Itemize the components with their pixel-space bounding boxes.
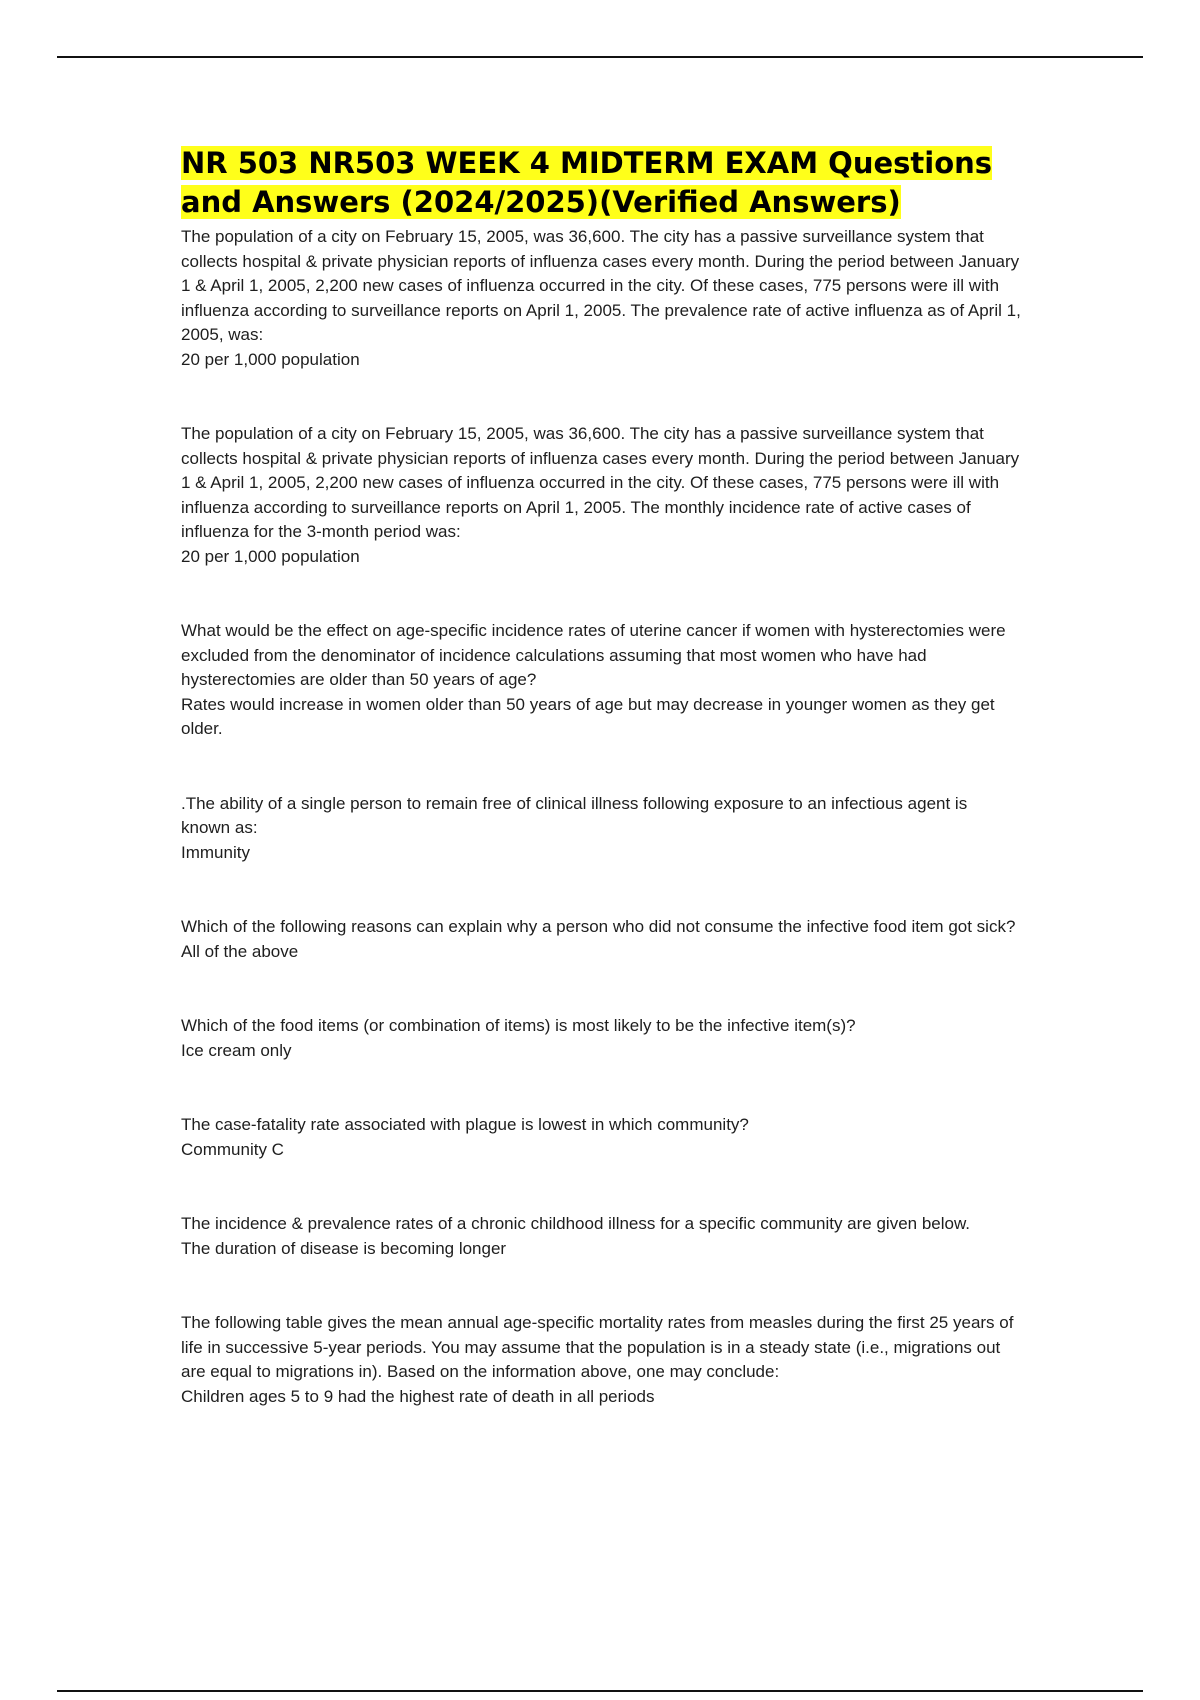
question-text: .The ability of a single person to remain free of clinical illness following exposure to an infectious agent is known as:: [181, 793, 968, 837]
question-text: Which of the following reasons can explain why a person who did not consume the infective food item got sick?: [181, 917, 1016, 936]
question-text: What would be the effect on age-specific incidence rates of uterine cancer if women with hysterectomies were excluded from the denominator of incidence calculations assuming that most women who have had hysterectomies are older than 50 years of age?: [181, 621, 1006, 689]
answer-text: Ice cream only: [181, 1040, 292, 1060]
qa-item: [181, 619, 1021, 742]
top-rule: [57, 56, 1143, 58]
answer-text: All of the above: [181, 941, 299, 961]
document-body: [181, 144, 1021, 1459]
qa-item: [181, 225, 1021, 372]
qa-item: [181, 1113, 1021, 1162]
question-text: The case-fatality rate associated with plague is lowest in which community?: [181, 1115, 749, 1134]
qa-item: [181, 1212, 1021, 1261]
question-text: Which of the food items (or combination of items) is most likely to be the infective item(s)?: [181, 1016, 856, 1035]
answer-text: Community C: [181, 1139, 284, 1159]
question-text: The population of a city on February 15, 2005, was 36,600. The city has a passive surveillance system that collects hospital & private physician reports of influenza cases every month. During the period between January 1 & April 1, 2005, 2,200 new cases of influenza occurred in the city. Of these cases, 775 persons were ill with influenza according to surveillance reports on April 1, 2005. The monthly incidence rate of active cases of influenza for the 3-month period was:: [181, 424, 1020, 541]
answer-text: The duration of disease is becoming longer: [181, 1238, 507, 1258]
answer-text: Rates would increase in women older than 50 years of age but may decrease in younger women as they get older.: [181, 694, 995, 738]
qa-item: [181, 422, 1021, 569]
bottom-rule: [57, 1690, 1143, 1692]
qa-item: [181, 1311, 1021, 1409]
document-title: [181, 144, 1021, 221]
question-text: The incidence & prevalence rates of a chronic childhood illness for a specific community are given below.: [181, 1214, 971, 1233]
qa-item: [181, 1014, 1021, 1063]
qa-item: [181, 915, 1021, 964]
question-text: The following table gives the mean annual age-specific mortality rates from measles during the first 25 years of life in successive 5-year periods. You may assume that the population is in a steady state (i.e., migrations out are equal to migrations in). Based on the information above, one may conclude:: [181, 1313, 1014, 1381]
title-highlight: NR 503 NR503 WEEK 4 MIDTERM EXAM Questions and Answers (2024/2025)(Verified Answers): [181, 146, 993, 219]
answer-text: Immunity: [181, 842, 250, 862]
qa-item: [181, 792, 1021, 866]
answer-text: 20 per 1,000 population: [181, 546, 360, 566]
answer-text: Children ages 5 to 9 had the highest rate of death in all periods: [181, 1386, 655, 1406]
question-text: The population of a city on February 15, 2005, was 36,600. The city has a passive surveillance system that collects hospital & private physician reports of influenza cases every month. During the period between January 1 & April 1, 2005, 2,200 new cases of influenza occurred in the city. Of these cases, 775 persons were ill with influenza according to surveillance reports on April 1, 2005. The prevalence rate of active influenza as of April 1, 2005, was:: [181, 227, 1021, 344]
answer-text: 20 per 1,000 population: [181, 349, 360, 369]
